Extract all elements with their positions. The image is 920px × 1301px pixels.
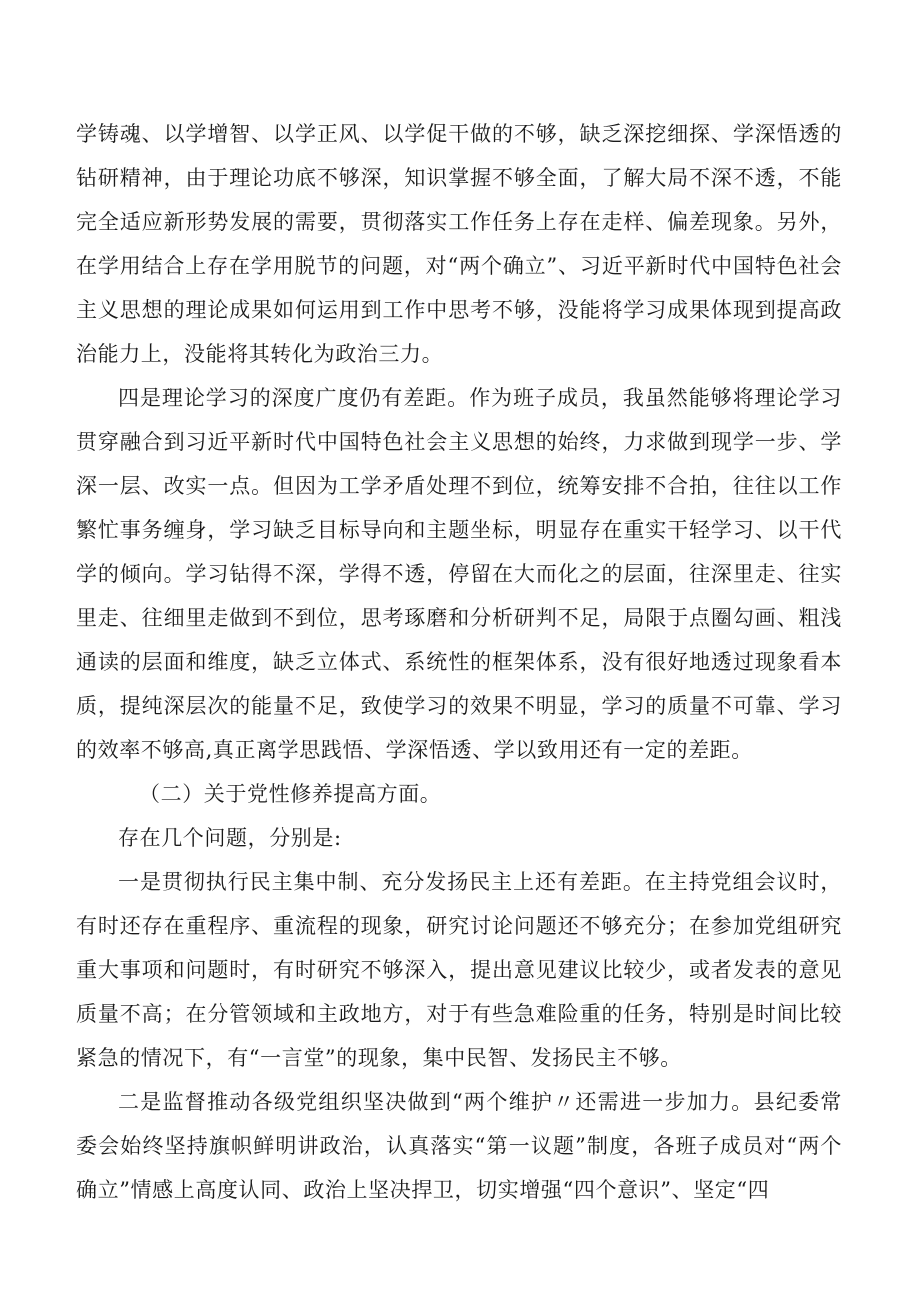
paragraph-continuation: 学铸魂、以学增智、以学正风、以学促干做的不够，缺乏深挖细探、学深悟透的钻研精神，由于理论功底不够深，知识掌握不够全面，了解大局不深不透，不能完全适应新形势发展的需要，贯彻落实工作任务上存在走样、偏差现象。另外，在学用结合上存在学用脱节的问题，对“两个确立”、习近平新时代中国特色社会主义思想的理论成果如何运用到工作中思考不够，没能将学习成果体现到提高政治能力上，没能将其转化为政治三力。	[76, 122, 842, 366]
paragraph-democratic-centralism: 一是贯彻执行民主集中制、充分发扬民主上还有差距。在主持党组会议时，有时还存在重程序、重流程的现象，研究讨论问题还不够充分；在参加党组研究重大事项和问题时，有时研究不够深入，提出意见建议比较少，或者发表的意见质量不高；在分管领域和主政地方，对于有些急难险重的任务，特别是时间比较紧急的情况下，有“一言堂”的现象，集中民智、发扬民主不够。	[76, 870, 842, 1070]
paragraph-problems-intro: 存在几个问题，分别是:	[118, 826, 342, 850]
paragraph-supervision: 二是监督推动各级党组织坚决做到“两个维护〃还需进一步加力。县纪委常委会始终坚持旗帜鲜明讲政治，认真落实“第一议题”制度，各班子成员对“两个确立”情感上高度认同、政治上坚决捍卫，切实增强“四个意识”、坚定“四	[76, 1090, 842, 1202]
section-heading-party-spirit: （二）关于党性修养提高方面。	[139, 782, 442, 806]
document-body	[76, 112, 842, 1212]
paragraph-theory-study-gap: 四是理论学习的深度广度仍有差距。作为班子成员，我虽然能够将理论学习贯穿融合到习近平新时代中国特色社会主义思想的始终，力求做到现学一步、学深一层、改实一点。但因为工学矛盾处理不到位，统筹安排不合拍，往往以工作繁忙事务缠身，学习缺乏目标导向和主题坐标，明显存在重实干轻学习、以干代学的倾向。学习钻得不深，学得不透，停留在大而化之的层面，往深里走、往实里走、往细里走做到不到位，思考琢磨和分析研判不足，局限于点圈勾画、粗浅通读的层面和维度，缺乏立体式、系统性的框架体系，没有很好地透过现象看本质，提纯深层次的能量不足，致使学习的效果不明显，学习的质量不可靠、学习的效率不够高,真正离学思践悟、学深悟透、学以致用还有一定的差距。	[76, 386, 842, 762]
